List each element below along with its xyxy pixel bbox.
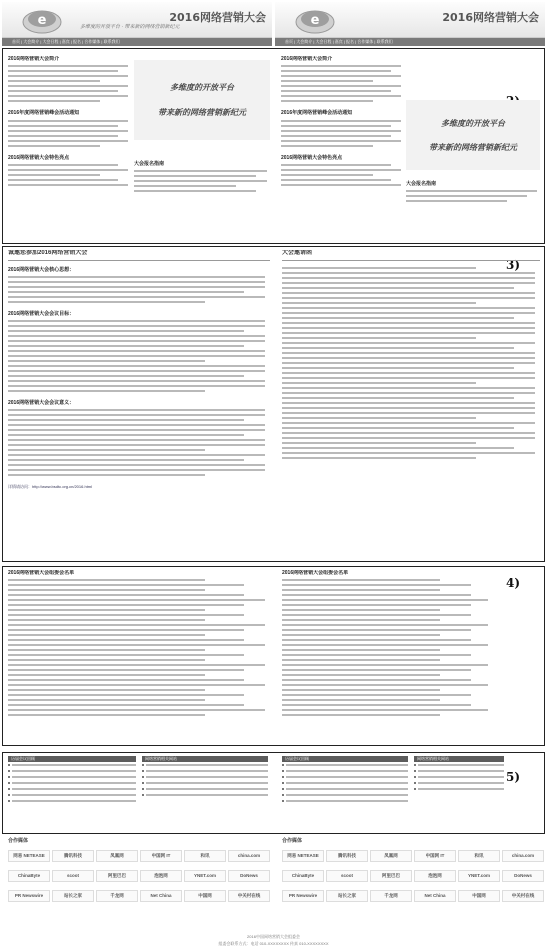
- callout-5: 5): [506, 770, 521, 784]
- invite-para-2: 2016网络营销大会会议目标：: [8, 310, 75, 317]
- past-events-left: [8, 756, 136, 830]
- partner-logo[interactable]: 网易 NETEASE: [8, 850, 50, 862]
- left-news-column: [8, 56, 130, 240]
- footer-line-2: 组委会联系方式：电话 010-XXXXXXXX 传真 010-XXXXXXXX: [218, 941, 329, 946]
- right-banner-column: [406, 100, 540, 240]
- invite-para-1: 2016网络营销大会核心思想：: [8, 266, 75, 273]
- partner-logo[interactable]: 凤凰网: [96, 850, 138, 862]
- svg-text:多维度的开放平台: 多维度的开放平台: [441, 118, 505, 128]
- guide-heading: 大会报名指南: [134, 161, 165, 167]
- partner-logo[interactable]: scoot: [326, 870, 368, 882]
- page-left-header: [2, 2, 272, 46]
- site-title: 2016网络营销大会: [169, 11, 266, 24]
- partner-logo[interactable]: 和讯: [184, 850, 226, 862]
- partner-logo[interactable]: 阿里巴巴: [370, 870, 412, 882]
- related-links-left: [142, 756, 268, 830]
- past-heading-2: 历届会议回顾: [282, 756, 408, 762]
- partner-logo[interactable]: 中关村在线: [502, 890, 544, 902]
- partner-logo[interactable]: YNET.com: [458, 870, 500, 882]
- partners-left: [8, 838, 268, 844]
- partner-logo[interactable]: 中国网: [458, 890, 500, 902]
- site-slogan: 多维度的开放平台 · 带来新的网络营销新纪元: [80, 24, 180, 30]
- partner-logo[interactable]: 千龙网: [96, 890, 138, 902]
- news-heading-2: 2016网络营销大会简介: [281, 56, 333, 62]
- features-heading: 2016网络营销大会特色亮点: [8, 154, 70, 161]
- partners-heading: 合作媒体: [8, 838, 29, 844]
- left-banner-column: [134, 60, 270, 240]
- partner-logo[interactable]: 站长之家: [326, 890, 368, 902]
- partner-logo[interactable]: 千龙网: [370, 890, 412, 902]
- detail-url-link[interactable]: 详情请访问：http://www.bsdtc.org.cn/2016.html: [8, 484, 93, 490]
- partners-right: [282, 838, 542, 844]
- related-links-right: [414, 756, 504, 830]
- guide-heading-2: 大会报名指南: [406, 181, 437, 187]
- right-news-column: [281, 56, 403, 240]
- partner-logo[interactable]: DoNews: [502, 870, 544, 882]
- past-events-right: [282, 756, 408, 830]
- links-heading-2: 网络营销相关网站: [414, 756, 504, 762]
- partner-logo[interactable]: china.com: [228, 850, 270, 862]
- partner-logo[interactable]: 中国网 IT: [140, 850, 182, 862]
- invite-heading: 诚邀您参加2016网络营销大会: [8, 250, 270, 261]
- invite-column: [8, 250, 270, 556]
- related-link[interactable]: [414, 786, 504, 792]
- page-right-header: [275, 2, 545, 46]
- logo-icon: [293, 5, 337, 35]
- partner-logo[interactable]: ChinaByte: [282, 870, 324, 882]
- committee-heading: 2016网络营销大会组委会名单: [8, 570, 75, 576]
- partner-logo[interactable]: 和讯: [458, 850, 500, 862]
- partner-logo[interactable]: PR Newswire: [8, 890, 50, 902]
- nav-bar[interactable]: 首页 | 大会简介 | 大会日程 | 嘉宾 | 报名 | 合作媒体 | 联系我们: [2, 38, 272, 46]
- nav-bar-2[interactable]: 首页 | 大会简介 | 大会日程 | 嘉宾 | 报名 | 合作媒体 | 联系我们: [275, 38, 545, 46]
- site-title-2: 2016网络营销大会: [442, 11, 539, 24]
- partner-logo[interactable]: china.com: [502, 850, 544, 862]
- features-heading-2: 2016网络营销大会特色亮点: [281, 154, 343, 161]
- partner-logo[interactable]: DoNews: [228, 870, 270, 882]
- partner-logo[interactable]: YNET.com: [184, 870, 226, 882]
- past-link[interactable]: [282, 798, 408, 804]
- svg-text:带来新的网络营销新纪元: 带来新的网络营销新纪元: [158, 107, 246, 117]
- notice-heading: 2016年度网络营销峰会活动通知: [8, 110, 80, 117]
- partner-logo[interactable]: scoot: [52, 870, 94, 882]
- partners-heading-2: 合作媒体: [282, 838, 303, 844]
- partner-logo[interactable]: 凤凰网: [370, 850, 412, 862]
- partner-logo[interactable]: ChinaByte: [8, 870, 50, 882]
- callout-3: 3): [506, 258, 521, 272]
- notice-heading-2: 2016年度网络营销峰会活动通知: [281, 110, 353, 117]
- past-link[interactable]: [8, 798, 136, 804]
- slogan-banner-2: [406, 100, 540, 170]
- partner-logo[interactable]: PR Newswire: [282, 890, 324, 902]
- news-heading: 2016网络营销大会简介: [8, 56, 60, 62]
- svg-text:e: e: [310, 13, 320, 28]
- partner-logo[interactable]: 中国网: [184, 890, 226, 902]
- about-heading: 大会邀请函: [282, 250, 540, 261]
- svg-text:多维度的开放平台: 多维度的开放平台: [170, 82, 234, 92]
- partner-logo[interactable]: Net China: [414, 890, 456, 902]
- partner-logo[interactable]: 站长之家: [52, 890, 94, 902]
- invite-para-3: 2016网络营销大会会议意义：: [8, 400, 75, 406]
- slogan-banner: [134, 60, 270, 140]
- logo-icon: [20, 5, 64, 35]
- past-heading: 历届会议回顾: [8, 756, 136, 762]
- committee-heading-2: 2016网络营销大会组委会名单: [282, 570, 349, 576]
- committee-column-right: [282, 570, 492, 742]
- about-column: [282, 250, 540, 556]
- related-link[interactable]: [142, 792, 268, 798]
- partner-logo[interactable]: 阿里巴巴: [96, 870, 138, 882]
- partner-logo[interactable]: 泡泡网: [140, 870, 182, 882]
- partner-logo[interactable]: 中国网 IT: [414, 850, 456, 862]
- committee-column-left: [8, 570, 270, 742]
- svg-text:带来新的网络营销新纪元: 带来新的网络营销新纪元: [429, 142, 517, 152]
- partner-logo[interactable]: Net China: [140, 890, 182, 902]
- callout-4: 4): [506, 576, 521, 590]
- partner-logo[interactable]: 中关村在线: [228, 890, 270, 902]
- links-heading: 网络营销相关网站: [142, 756, 268, 762]
- partner-logo[interactable]: 腾讯科技: [326, 850, 368, 862]
- footer-line-1: 2016中国网络营销大会组委会: [247, 934, 300, 939]
- svg-text:e: e: [37, 13, 47, 28]
- partner-logo[interactable]: 网易 NETEASE: [282, 850, 324, 862]
- partner-logo[interactable]: 泡泡网: [414, 870, 456, 882]
- partner-logo[interactable]: 腾讯科技: [52, 850, 94, 862]
